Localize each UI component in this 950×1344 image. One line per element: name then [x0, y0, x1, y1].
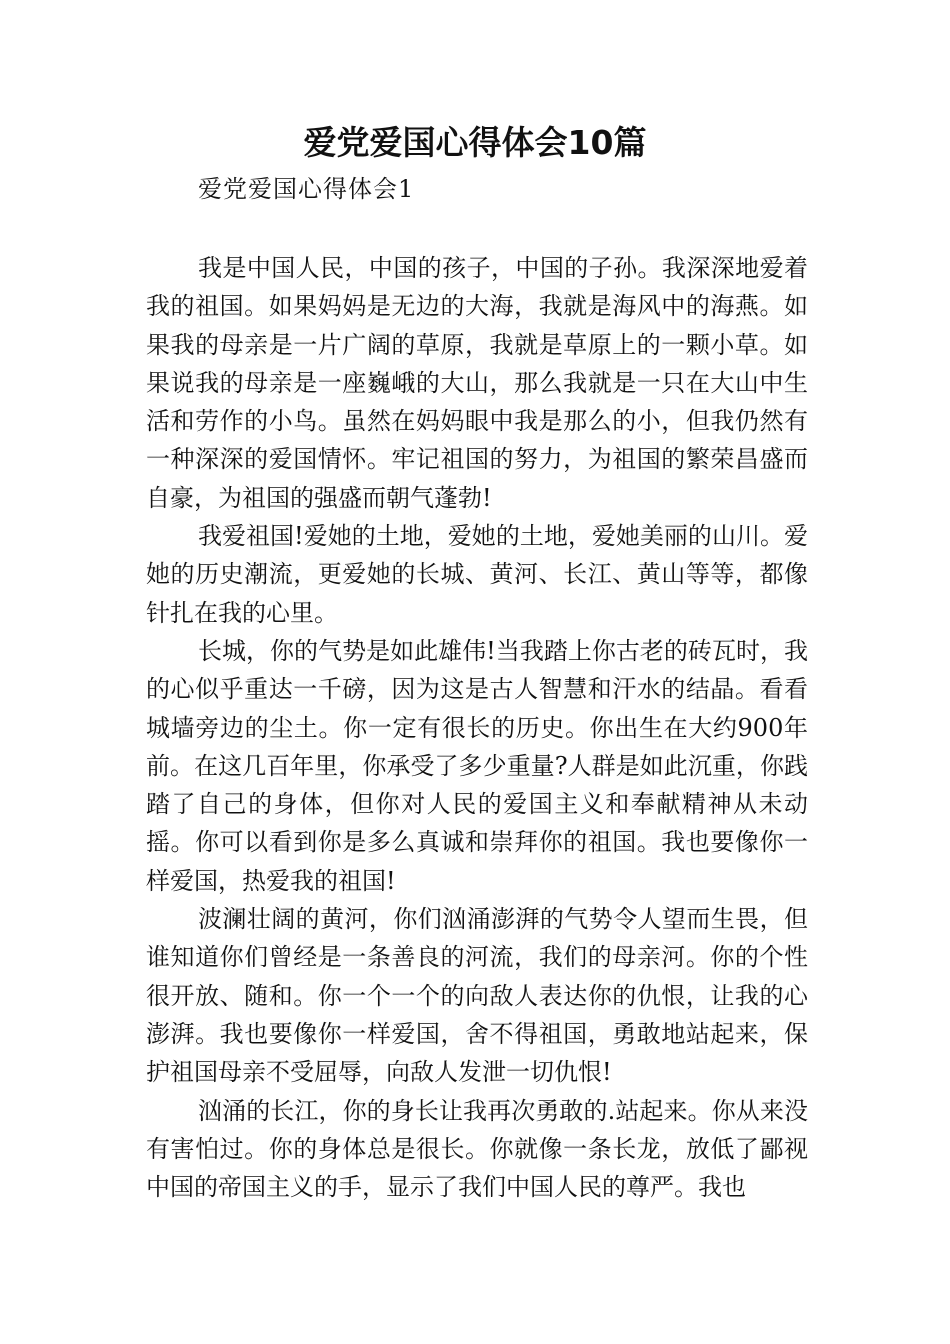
- paragraph-2: 我爱祖国!爱她的土地，爱她的土地，爱她美丽的山川。爱她的历史潮流，更爱她的长城、黄河、长江、黄山等等，都像针扎在我的心里。: [146, 522, 808, 627]
- document-body: [146, 249, 808, 1206]
- paragraph-5: 汹涌的长江，你的身长让我再次勇敢的.站起来。你从来没有害怕过。你的身体总是很长。你就像一条长龙，放低了鄙视中国的帝国主义的手，显示了我们中国人民的尊严。我也: [146, 1096, 808, 1202]
- document-title: 爱党爱国心得体会10篇: [303, 123, 647, 162]
- paragraph-3: 长城，你的气势是如此雄伟!当我踏上你古老的砖瓦时，我的心似乎重达一千磅，因为这是古人智慧和汗水的结晶。看看城墙旁边的尘土。你一定有很长的历史。你出生在大约900年前。在这几百年里，你承受了多少重量?人群是如此沉重，你践踏了自己的身体，但你对人民的爱国主义和奉献精神从未动摇。你可以看到你是多么真诚和崇拜你的祖国。我也要像你一样爱国，热爱我的祖国!: [146, 636, 808, 895]
- paragraph-4: 波澜壮阔的黄河，你们汹涌澎湃的气势令人望而生畏，但谁知道你们曾经是一条善良的河流，我们的母亲河。你的个性很开放、随和。你一个一个的向敌人表达你的仇恨，让我的心澎湃。我也要像你一样爱国，舍不得祖国，勇敢地站起来，保护祖国母亲不受屈辱，向敌人发泄一切仇恨!: [146, 905, 808, 1087]
- section-heading: 爱党爱国心得体会1: [198, 175, 415, 203]
- paragraph-1: 我是中国人民，中国的孩子，中国的子孙。我深深地爱着我的祖国。如果妈妈是无边的大海，我就是海风中的海燕。如果我的母亲是一片广阔的草原，我就是草原上的一颗小草。如果说我的母亲是一座巍峨的大山，那么我就是一只在大山中生活和劳作的小鸟。虽然在妈妈眼中我是那么的小，但我仍然有一种深深的爱国情怀。牢记祖国的努力，为祖国的繁荣昌盛而自豪，为祖国的强盛而朝气蓬勃!: [146, 254, 808, 512]
